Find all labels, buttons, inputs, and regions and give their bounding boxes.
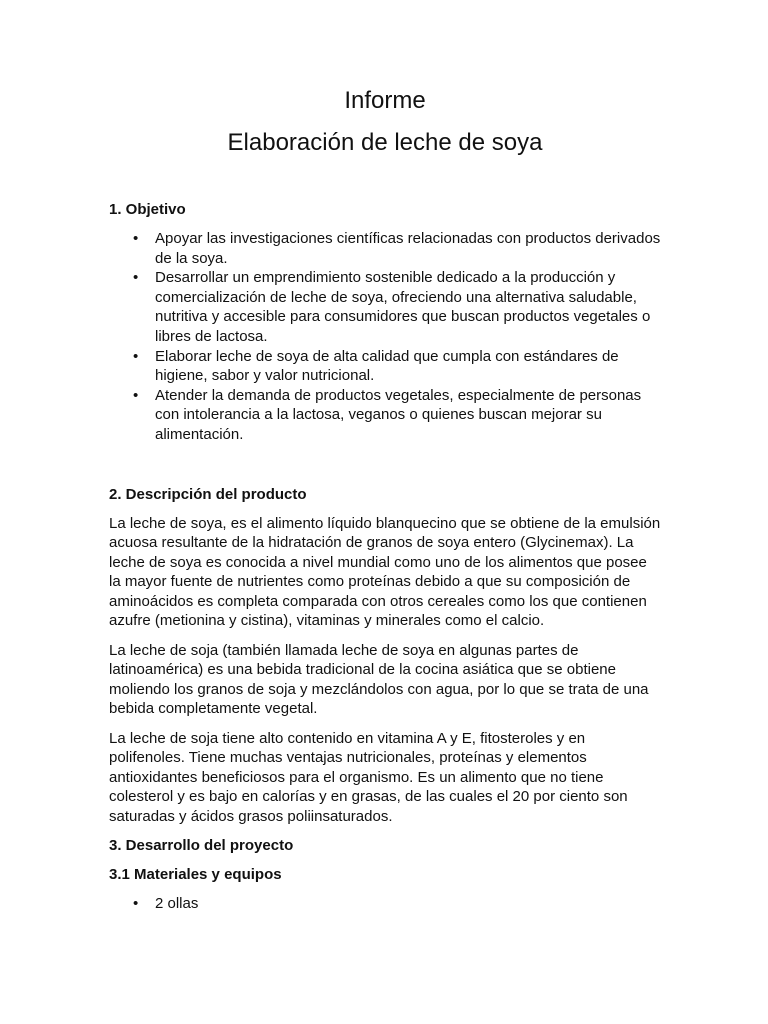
document-subtitle: Elaboración de leche de soya	[227, 129, 543, 156]
descripcion-heading: 2. Descripción del producto	[109, 485, 307, 503]
document-page	[109, 84, 661, 914]
paragraph: La leche de soya, es el alimento líquido blanquecino que se obtiene de la emulsión acuosa resultante de la hidratación de granos de soya entero (Glycinemax). La leche de soya es conocida a nivel mundial como uno de los alimentos que posee la mayor fuente de nutrientes como proteínas debido a que su composición de aminoácidos es completa comparada con otros cereales como los que contienen azufre (metionina y cistina), vitaminas y minerales como el calcio.	[109, 514, 661, 630]
list-item: • Atender la demanda de productos vegetales, especialmente de personas con intolerancia a la lactosa, veganos o quienes buscan mejorar su alimentación.	[155, 386, 661, 445]
document-title: Informe	[344, 87, 426, 114]
list-item: • Apoyar las investigaciones científicas relacionadas con productos derivados de la soya.	[155, 229, 661, 268]
objetivo-list	[109, 229, 661, 445]
desarrollo-heading: 3. Desarrollo del proyecto	[109, 837, 294, 855]
materiales-heading: 3.1 Materiales y equipos	[109, 866, 282, 884]
materiales-list	[109, 894, 661, 914]
objetivo-heading: 1. Objetivo	[109, 201, 186, 218]
list-item: • Elaborar leche de soya de alta calidad que cumpla con estándares de higiene, sabor y valor nutricional.	[155, 347, 661, 386]
paragraph: La leche de soja tiene alto contenido en vitamina A y E, fitosteroles y en polifenoles. Tiene muchas ventajas nutricionales, proteínas y elementos antioxidantes beneficiosos para el organismo. Es un alimento que no tiene colesterol y es bajo en calorías y en grasas, de las cuales el 20 por ciento son saturadas y ácidos grasos poliinsaturados.	[109, 729, 628, 825]
list-item: • 2 ollas	[155, 894, 661, 914]
paragraph: La leche de soja (también llamada leche de soya en algunas partes de latinoamérica) es una bebida tradicional de la cocina asiática que se obtiene moliendo los granos de soja y mezclándolos con agua, por lo que se trata de una bebida completamente vegetal.	[109, 641, 649, 718]
list-item: • Desarrollar un emprendimiento sostenible dedicado a la producción y comercialización de leche de soya, ofreciendo una alternativa saludable, nutritiva y accesible para consumidores que buscan productos vegetales o libres de lactosa.	[155, 268, 661, 346]
